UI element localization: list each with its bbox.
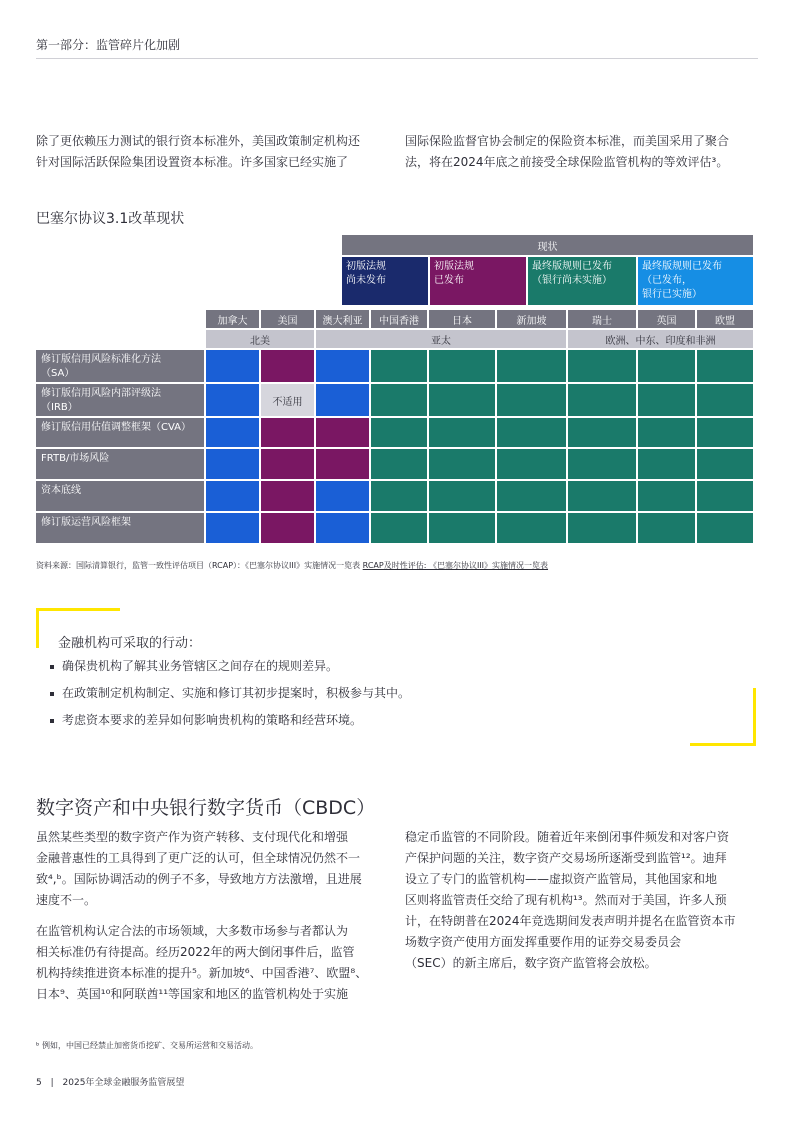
footer-title: 2025年全球金融服务监管展望 [62,1078,185,1088]
status-cell [261,418,314,447]
status-cell [568,481,636,511]
status-cell [206,418,259,447]
country-header: 日本 [429,310,495,328]
callout-corner-top-left-v [36,608,39,648]
row-label-text: 修订版信用风险内部评级法 [41,388,161,399]
callout-bullet [50,711,362,728]
row-label [36,513,204,543]
callout-bullet [50,684,410,701]
status-cell [568,449,636,479]
country-header: 美国 [261,310,314,328]
page-header: 第一部分：监管碎片化加剧 [36,38,181,52]
legend-text: 最终版规则已发布 [642,261,722,272]
legend-text: 初版法规 [346,261,386,272]
country-header: 欧盟 [697,310,753,328]
bullet-square-icon [50,719,54,723]
para-gap [36,911,396,921]
status-cell [206,449,259,479]
country-header: 英国 [638,310,695,328]
bullet-text: 确保贵机构了解其业务管辖区之间存在的规则差异。 [62,659,339,673]
row-label [36,449,204,479]
para-line: 区则将监管责任交给了现有机构¹³。然而对于美国，许多人预 [405,893,727,907]
status-cell [429,481,495,511]
status-cell [568,418,636,447]
para-line: 机构持续推进资本标准的提升⁵。新加坡⁶、中国香港⁷、欧盟⁸、 [36,966,368,980]
para-line: 速度不一。 [36,893,97,907]
status-cell [697,384,753,416]
intro-left-line: 针对国际活跃保险集团设置资本标准。许多国家已经实施了 [36,155,349,169]
status-cell [568,513,636,543]
header-divider [36,58,758,59]
legend-not-started [342,257,428,305]
status-cell [316,449,369,479]
status-cell [697,449,753,479]
page-footer [36,1075,184,1088]
status-header: 现状 [342,235,753,255]
source-link[interactable]: RCAP及时性评估: 《巴塞尔协议III》实施情况一览表 [362,561,549,570]
legend-text: 尚未发布 [346,275,386,286]
row-label-text: 修订版信用估值调整框架（CVA） [41,422,192,433]
status-cell [371,449,427,479]
legend-text: 已发布 [434,275,464,286]
status-cell [261,350,314,382]
para-line: 产保护问题的关注，数字资产交易场所逐渐受到监管¹²。迪拜 [405,851,727,865]
status-cell [316,418,369,447]
status-cell [429,384,495,416]
para-line: 相关标准仍有待提高。经历2022年的两大倒闭事件后，监管 [36,945,355,959]
status-cell [316,384,369,416]
status-cell [206,350,259,382]
para-line: 日本⁹、英国¹⁰和阿联酋¹¹等国家和地区的监管机构处于实施 [36,987,349,1001]
status-cell [638,350,695,382]
callout-corner-top-left-h [36,608,120,611]
para-line: （SEC）的新主席后，数字资产监管将会放松。 [405,956,657,970]
legend-text: （银行尚未实施） [532,275,612,286]
para-line: 虽然某些类型的数字资产作为资产转移、支付现代化和增强 [36,830,349,844]
row-label-text: 修订版运营风险框架 [41,517,131,528]
status-cell [497,418,566,447]
status-cell [638,418,695,447]
status-cell [371,350,427,382]
legend-text: 最终版规则已发布 [532,261,612,272]
para-line: 金融普惠性的工具得到了更广泛的认可，但全球情况仍然不一 [36,851,361,865]
legend-final-not-implemented [528,257,636,305]
status-cell [371,384,427,416]
legend-text: 银行已实施） [642,289,702,300]
status-cell [371,481,427,511]
status-cell [261,449,314,479]
status-cell [429,513,495,543]
status-cell [497,384,566,416]
legend-final-implemented [638,257,753,305]
callout-corner-bottom-right-v [753,688,756,746]
para-line: 场数字资产使用方面发挥重要作用的证券交易委员会 [405,935,682,949]
row-label [36,481,204,511]
country-header: 加拿大 [206,310,259,328]
status-cell [371,418,427,447]
row-label [36,384,204,416]
section2-right [405,827,765,974]
status-cell [261,513,314,543]
status-cell [206,384,259,416]
intro-right-line: 国际保险监督官协会制定的保险资本标准，而美国采用了聚合 [405,134,730,148]
callout-bullet [50,657,338,674]
row-label [36,418,204,447]
status-cell [568,384,636,416]
footer-separator: | [50,1078,54,1088]
para-line: 计，在特朗普在2024年竞选期间发表声明并提名在监管资本市 [405,914,736,928]
row-label [36,350,204,382]
section-title: 数字资产和中央银行数字货币（CBDC） [36,797,376,819]
footnote: ᵇ 例如，中国已经禁止加密货币挖矿、交易所运营和交易活动。 [36,1041,258,1050]
status-cell [206,481,259,511]
region-north-america: 北美 [206,330,314,348]
intro-left-line: 除了更依赖压力测试的银行资本标准外，美国政策制定机构还 [36,134,361,148]
intro-left [36,131,396,173]
bullet-text: 考虑资本要求的差异如何影响贵机构的策略和经营环境。 [62,713,363,727]
para-line: 在监管机构认定合法的市场领域，大多数市场参与者都认为 [36,924,349,938]
callout-title: 金融机构可采取的行动： [58,636,202,651]
page-number: 5 [36,1078,42,1088]
country-header: 澳大利亚 [316,310,369,328]
legend-text: （已发布， [642,275,692,286]
status-cell [429,449,495,479]
row-label-text: （SA） [41,368,75,379]
status-cell [316,481,369,511]
row-label-text: 修订版信用风险标准化方法 [41,354,161,365]
status-cell [497,513,566,543]
status-cell [638,513,695,543]
legend-text: 初版法规 [434,261,474,272]
status-cell [316,350,369,382]
status-cell [497,449,566,479]
status-cell [497,350,566,382]
status-cell [697,350,753,382]
region-emeia: 欧洲、中东、印度和非洲 [568,330,753,348]
table-source [36,560,548,571]
status-cell [429,418,495,447]
status-cell [697,418,753,447]
table-title: 巴塞尔协议3.1改革现状 [36,211,185,227]
status-cell [697,481,753,511]
bullet-text: 在政策制定机构制定、实施和修订其初步提案时，积极参与其中。 [62,686,411,700]
status-cell [371,513,427,543]
status-cell [638,449,695,479]
status-cell [261,481,314,511]
intro-right [405,131,765,173]
status-cell: 不适用 [261,384,314,416]
para-line: 致⁴,ᵇ。国际协调活动的例子不多，导致地方方法激增，且进展 [36,872,362,886]
country-header: 新加坡 [497,310,566,328]
intro-right-line: 法，将在2024年底之前接受全球保险监管机构的等效评估³。 [405,155,729,169]
bullet-square-icon [50,665,54,669]
status-cell [497,481,566,511]
legend-draft [430,257,526,305]
para-line: 设立了专门的监管机构——虚拟资产监管局，其他国家和地 [405,872,718,886]
bullet-square-icon [50,692,54,696]
status-cell [638,481,695,511]
para-line: 稳定币监管的不同阶段。随着近年来倒闭事件频发和对客户资 [405,830,730,844]
status-cell [429,350,495,382]
callout-corner-bottom-right-h [690,743,756,746]
status-cell [697,513,753,543]
source-text: 资料来源：国际清算银行，监管一致性评估项目（RCAP）：《巴塞尔协议III》实施情况一览表 [36,561,363,570]
country-header: 中国香港 [371,310,427,328]
country-header: 瑞士 [568,310,636,328]
status-cell [638,384,695,416]
section2-left [36,827,396,1005]
region-apac: 亚太 [316,330,566,348]
row-label-text: 资本底线 [41,485,81,496]
status-cell [206,513,259,543]
row-label-text: （IRB） [41,402,78,413]
row-label-text: FRTB/市场风险 [41,453,110,464]
status-cell [316,513,369,543]
status-cell [568,350,636,382]
